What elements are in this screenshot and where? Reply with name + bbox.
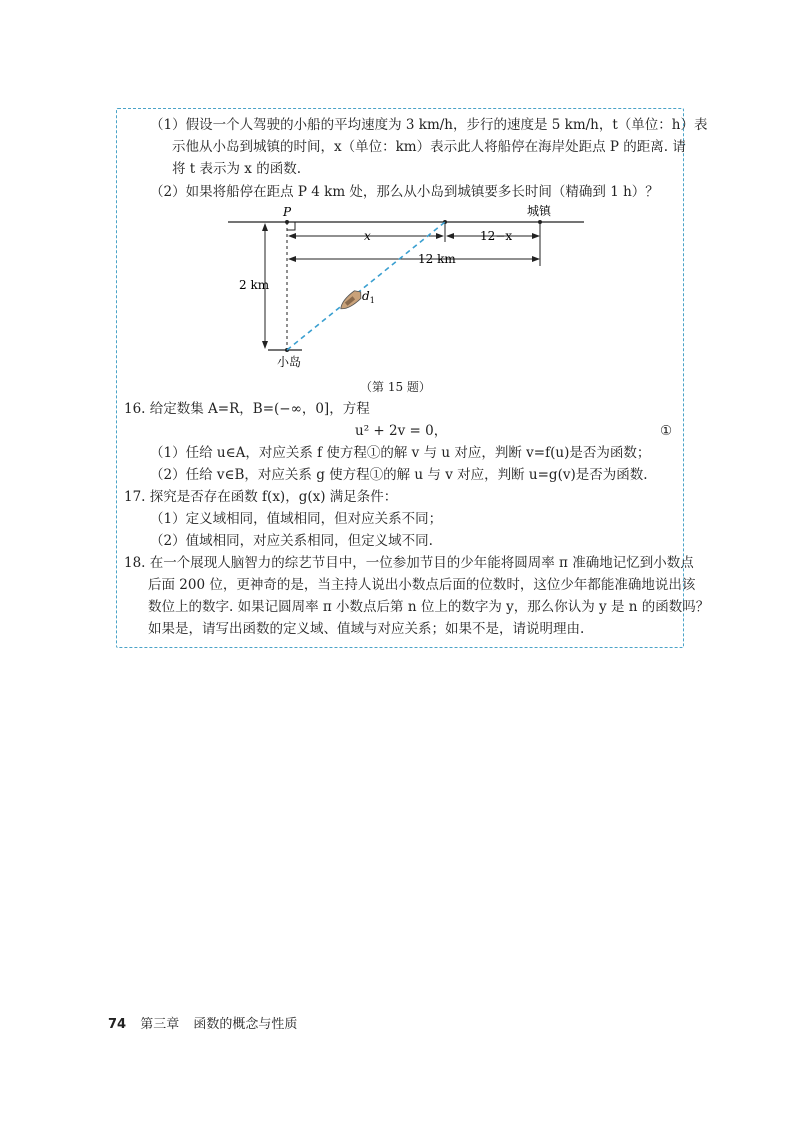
- boat-icon: [338, 288, 365, 313]
- dim-2km-arrow-top: [262, 223, 268, 231]
- problem18-line2: 后面 200 位，更神奇的是，当主持人说出小数点后面的位数时，这位少年都能准确地说出该: [148, 577, 696, 593]
- label-2km: 2 km: [239, 278, 270, 292]
- problem16-part2: （2）任给 v∈B，对应关系 g 使方程①的解 u 与 v 对应，判断 u=g(v)是否为函数.: [150, 467, 648, 483]
- problem17-stem: 17. 探究是否存在函数 f(x)，g(x) 满足条件：: [124, 489, 398, 505]
- problem16-equation: u² + 2v = 0，: [355, 423, 448, 439]
- problem17-part2: （2）值域相同，对应关系相同，但定义域不同.: [150, 533, 433, 549]
- problem18-line3: 数位上的数字. 如果记圆周率 π 小数点后第 n 位上的数字为 y，那么你认为 y 是 n 的函数吗？: [148, 599, 710, 615]
- chapter-label: 第三章: [140, 1017, 180, 1032]
- figure-caption: （第 15 题）: [360, 380, 431, 394]
- problem15-part2: （2）如果将船停在距点 P 4 km 处，那么从小岛到城镇要多长时间（精确到 1 h）？: [150, 184, 659, 200]
- label-d1: $d_1$: [362, 289, 375, 305]
- label-12-minus-x: 12−x: [480, 229, 513, 243]
- chapter-title: 函数的概念与性质: [193, 1017, 298, 1032]
- problem15-part1-line2: 示他从小岛到城镇的时间，x（单位：km）表示此人将船停在海岸处距点 P 的距离. 请: [172, 139, 686, 155]
- label-town: 城镇: [527, 204, 552, 218]
- page-number: 74: [108, 1017, 127, 1032]
- dim-2km-arrow-bottom: [262, 341, 268, 349]
- point-P: [285, 220, 289, 224]
- label-x: x: [364, 229, 371, 243]
- problem16-part1: （1）任给 u∈A，对应关系 f 使方程①的解 v 与 u 对应，判断 v=f(u)是否为函数；: [150, 445, 651, 461]
- dim-12mx-arrow-left: [446, 233, 454, 239]
- problem18-line4: 如果是，请写出函数的定义域、值域与对应关系；如果不是，请说明理由.: [148, 621, 585, 637]
- dim-12km-arrow-left: [288, 256, 296, 262]
- dim-12km-arrow-right: [532, 256, 540, 262]
- problem17-part1: （1）定义域相同，值域相同，但对应关系不同；: [150, 511, 443, 527]
- label-12km: 12 km: [418, 252, 456, 266]
- label-island: 小岛: [277, 355, 302, 369]
- dim-12mx-arrow-right: [532, 233, 540, 239]
- page-footer: [108, 1013, 297, 1032]
- dim-x-arrow-right: [436, 233, 444, 239]
- problem15-part1-line1: （1）假设一个人驾驶的小船的平均速度为 3 km/h，步行的速度是 5 km/h，t（单位：h）表: [150, 117, 708, 133]
- problem16-equation-tag: ①: [660, 423, 673, 439]
- label-P: P: [283, 205, 292, 219]
- problem15-part1-line3: 将 t 表示为 x 的函数.: [172, 161, 301, 177]
- problem15-figure: [0, 0, 800, 400]
- problem18-line1: 18. 在一个展现人脑智力的综艺节目中，一位参加节目的少年能将圆周率 π 准确地记忆到小数点: [124, 555, 694, 571]
- problem16-stem: 16. 给定数集 A=R，B=(−∞，0]，方程: [124, 401, 370, 417]
- dim-x-arrow-left: [288, 233, 296, 239]
